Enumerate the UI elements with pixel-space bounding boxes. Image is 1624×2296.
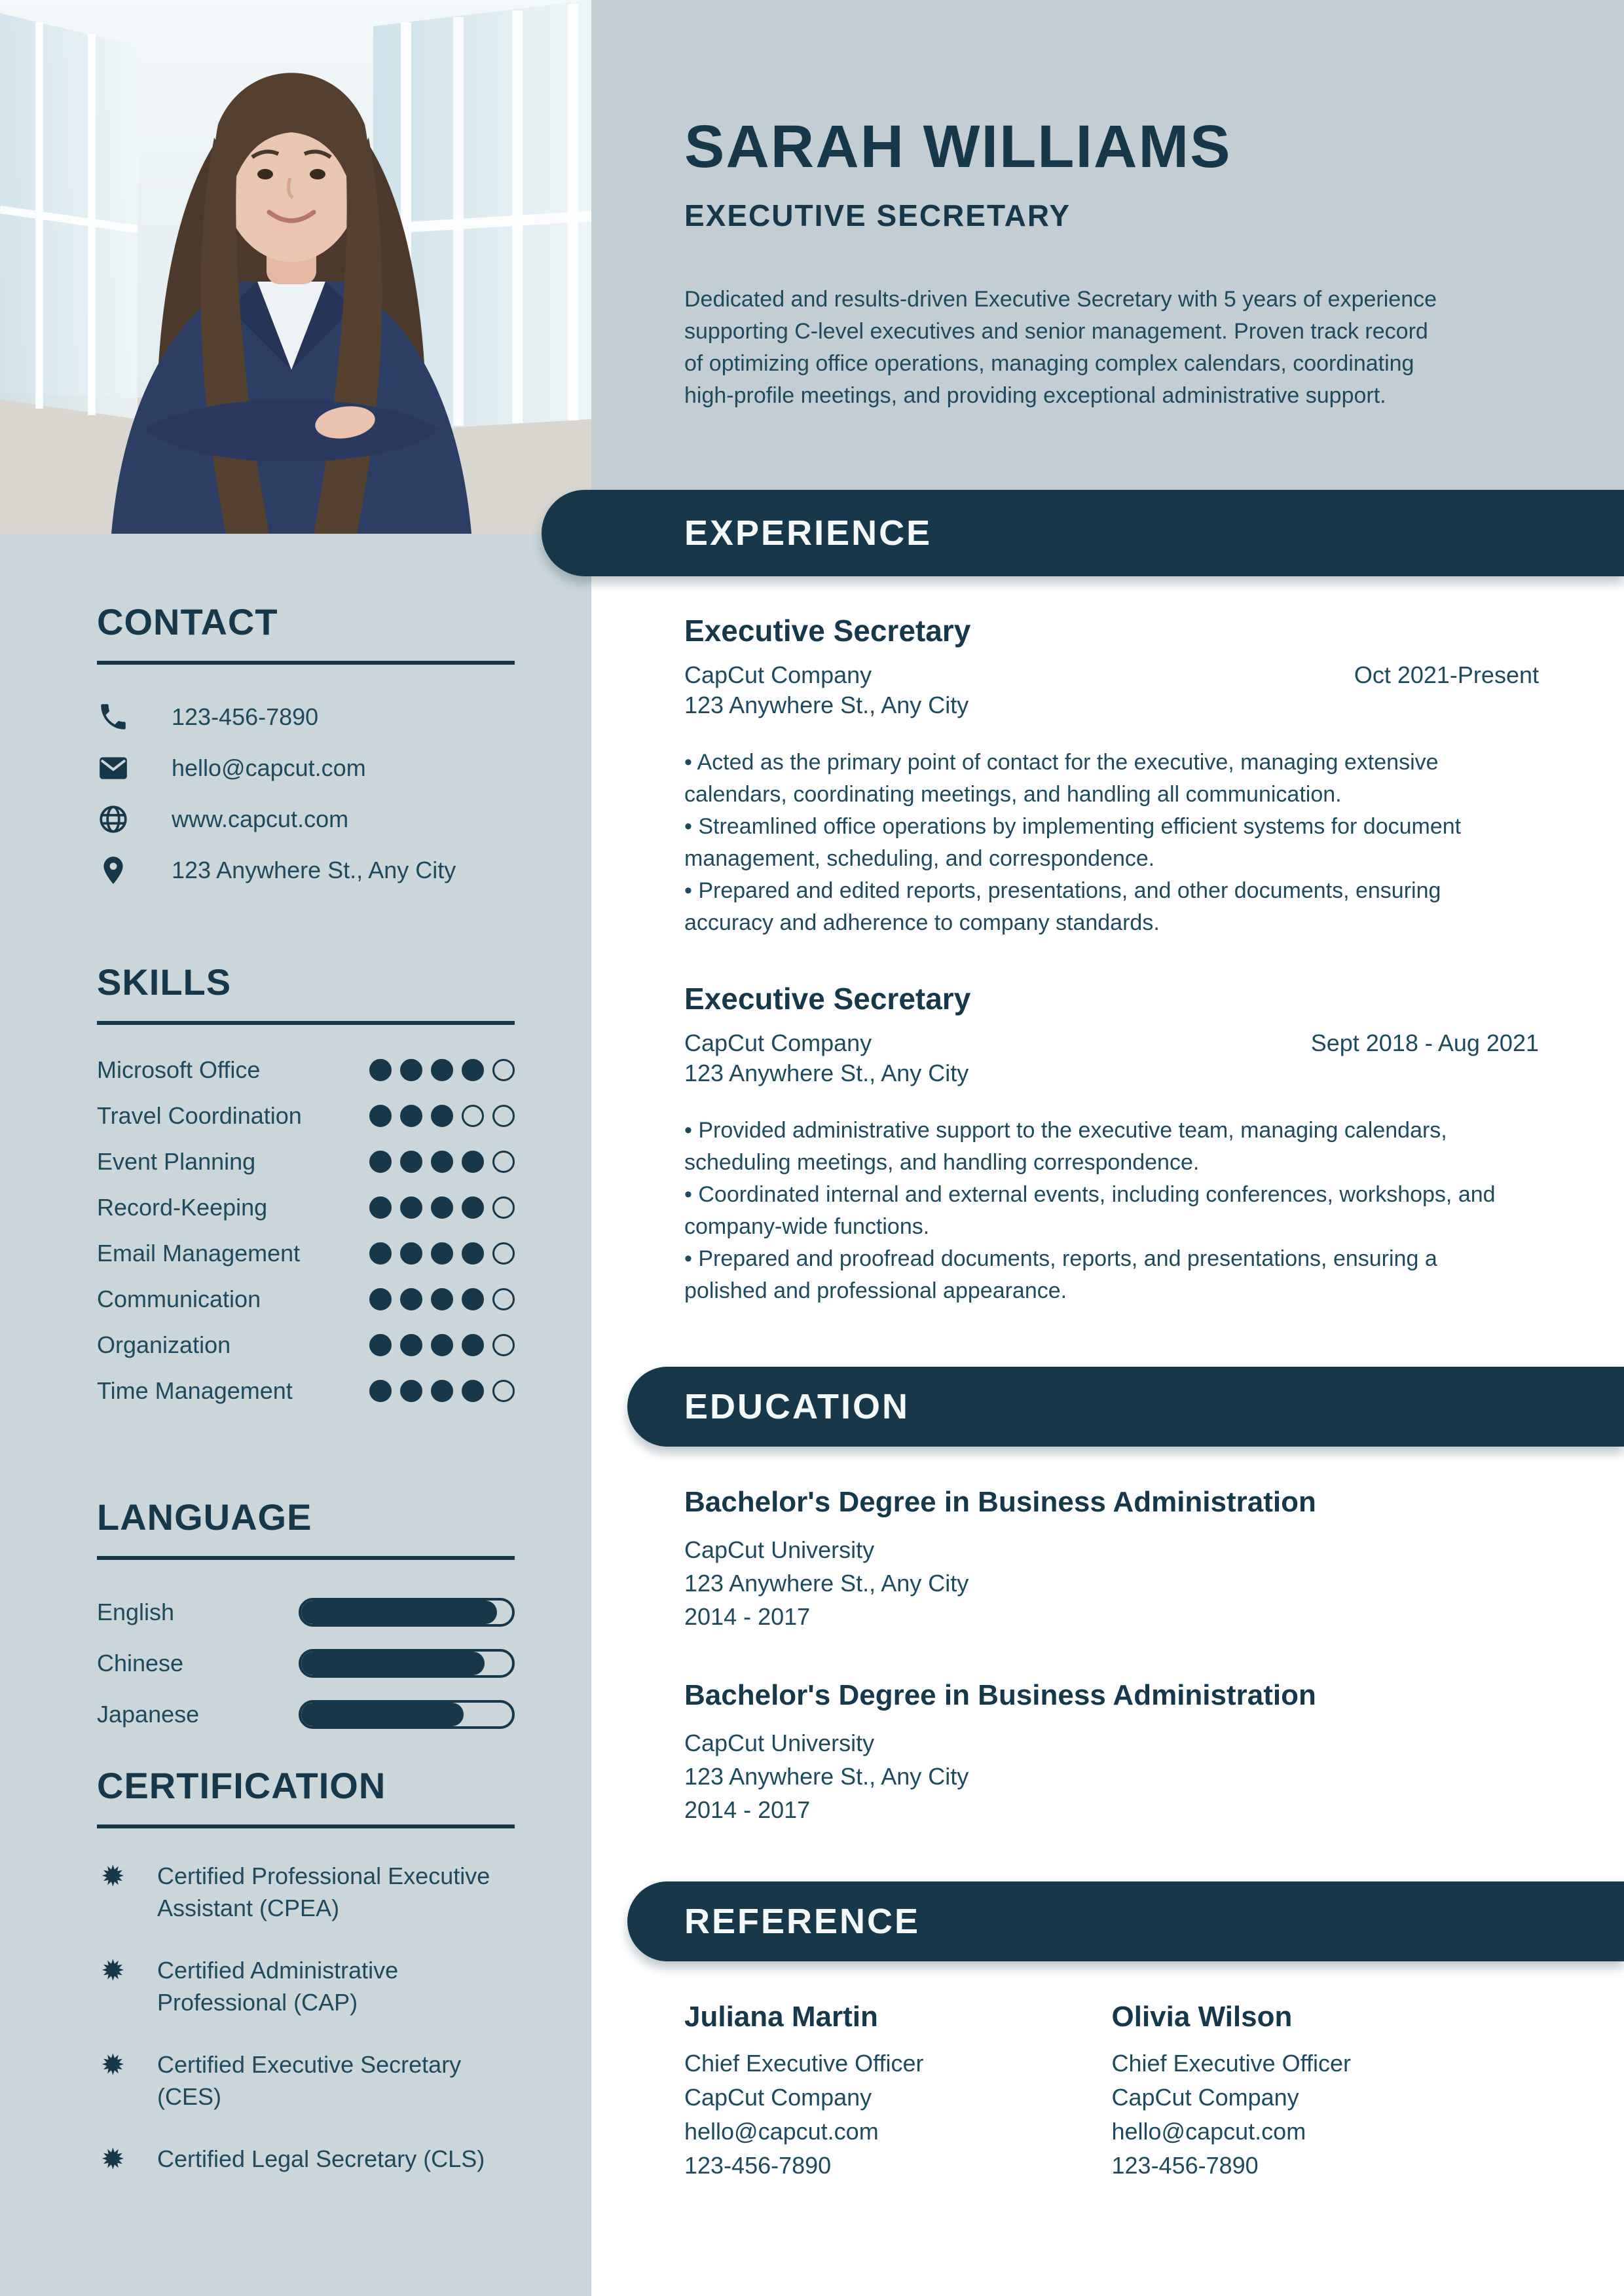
reference-person <box>684 2001 1073 2183</box>
skill-dot-filled <box>369 1288 392 1310</box>
language-bar <box>299 1598 515 1627</box>
language-item <box>97 1597 515 1628</box>
skill-dot-filled <box>400 1242 422 1265</box>
contact-text: 123-456-7890 <box>172 703 319 730</box>
job-bullet: • Coordinated internal and external events, including conferences, workshops, and company-wide functions. <box>684 1182 1496 1239</box>
education-years: 2014 - 2017 <box>684 1603 811 1630</box>
skill-item <box>97 1139 515 1185</box>
education-location: 123 Anywhere St., Any City <box>684 1570 969 1597</box>
contact-text: 123 Anywhere St., Any City <box>172 857 456 883</box>
job-company: CapCut Company <box>684 1029 872 1056</box>
badge-icon: ✹ <box>101 1861 125 1893</box>
contact-item <box>97 801 515 838</box>
language-bar-fill <box>301 1703 464 1726</box>
job-location: 123 Anywhere St., Any City <box>684 1060 969 1086</box>
contact-text: www.capcut.com <box>172 805 349 832</box>
education-section <box>591 1486 1624 1826</box>
skill-level-dots <box>369 1151 515 1173</box>
reference-name: Olivia Wilson <box>1111 2001 1293 2033</box>
reference-details <box>684 2046 1073 2183</box>
experience-heading: EXPERIENCE <box>684 513 932 553</box>
language-bar <box>299 1649 515 1678</box>
reference-banner <box>627 1881 1624 1961</box>
skill-level-dots <box>369 1105 515 1127</box>
reference-email: hello@capcut.com <box>684 2118 879 2145</box>
globe-icon <box>97 803 130 836</box>
skill-dot-empty <box>492 1196 515 1219</box>
skill-level-dots <box>369 1288 515 1310</box>
skill-item <box>97 1276 515 1322</box>
reference-section <box>591 2001 1624 2183</box>
profile-photo-illustration <box>0 0 591 534</box>
main-column <box>591 0 1624 2296</box>
skill-item <box>97 1185 515 1231</box>
job-bullet: • Prepared and edited reports, presentations, and other documents, ensuring accuracy and adherence to company standards. <box>684 878 1441 935</box>
job-location: 123 Anywhere St., Any City <box>684 692 969 718</box>
skill-dot-filled <box>400 1196 422 1219</box>
contact-list <box>97 699 515 889</box>
job-bullets <box>684 1115 1496 1307</box>
skill-label: Email Management <box>97 1240 301 1267</box>
skill-item <box>97 1322 515 1368</box>
skill-dot-filled <box>431 1242 453 1265</box>
certification-item <box>97 1954 515 2018</box>
skill-label: Travel Coordination <box>97 1102 302 1129</box>
certification-heading: CERTIFICATION <box>97 1765 386 1806</box>
language-label: Chinese <box>97 1650 184 1676</box>
skill-dot-empty <box>492 1242 515 1265</box>
reference-heading: REFERENCE <box>684 1902 921 1941</box>
skill-level-dots <box>369 1242 515 1265</box>
skill-dot-filled <box>369 1334 392 1356</box>
skill-dot-filled <box>462 1059 484 1081</box>
sidebar <box>0 0 591 2296</box>
education-banner <box>627 1367 1624 1447</box>
contact-divider <box>97 661 515 665</box>
job-bullet: • Acted as the primary point of contact for the executive, managing extensive calendars, coordinating meetings, and handling all communication. <box>684 750 1439 807</box>
skill-dot-filled <box>400 1334 422 1356</box>
contact-heading: CONTACT <box>97 601 278 642</box>
education-entries <box>684 1486 1539 1826</box>
skill-label: Time Management <box>97 1377 293 1404</box>
skills-heading: SKILLS <box>97 961 232 1003</box>
education-entry <box>684 1679 1539 1826</box>
language-divider <box>97 1556 515 1560</box>
skill-dot-filled <box>431 1334 453 1356</box>
skill-dot-filled <box>462 1196 484 1219</box>
badge-icon: ✹ <box>101 2049 125 2081</box>
certification-item <box>97 2143 515 2177</box>
skill-label: Record-Keeping <box>97 1194 268 1221</box>
job-entry <box>684 613 1539 939</box>
skills-section <box>97 962 515 1414</box>
skill-dot-filled <box>369 1380 392 1402</box>
skill-dot-filled <box>462 1380 484 1402</box>
phone-icon <box>97 701 130 733</box>
certification-text: Certified Executive Secretary (CES) <box>157 2051 462 2110</box>
header <box>591 0 1624 576</box>
job-bullet: • Streamlined office operations by implementing efficient systems for document management, scheduling, and correspondence. <box>684 814 1462 871</box>
certification-section <box>97 1766 515 2177</box>
reference-phone: 123-456-7890 <box>684 2152 832 2179</box>
certification-text: Certified Administrative Professional (CAP) <box>157 1957 399 2016</box>
reference-name: Juliana Martin <box>684 2001 878 2033</box>
skill-label: Microsoft Office <box>97 1056 261 1083</box>
contact-section <box>97 602 515 889</box>
skill-dot-filled <box>431 1059 453 1081</box>
language-item <box>97 1648 515 1679</box>
person-title: EXECUTIVE SECRETARY <box>684 198 1071 232</box>
person-name: SARAH WILLIAMS <box>684 113 1232 180</box>
skill-dot-filled <box>400 1151 422 1173</box>
job-dates: Sept 2018 - Aug 2021 <box>1310 1029 1539 1056</box>
language-heading: LANGUAGE <box>97 1496 312 1538</box>
skill-dot-filled <box>400 1105 422 1127</box>
skill-dot-filled <box>400 1288 422 1310</box>
skill-dot-filled <box>400 1059 422 1081</box>
education-school: CapCut University <box>684 1536 875 1563</box>
contact-item <box>97 852 515 889</box>
skill-dot-filled <box>369 1105 392 1127</box>
badge-icon: ✹ <box>101 1955 125 1987</box>
reference-role: Chief Executive Officer <box>684 2050 924 2077</box>
language-section <box>97 1497 515 1730</box>
skill-dot-empty <box>492 1380 515 1402</box>
education-details <box>684 1533 1539 1633</box>
reference-details <box>1112 2046 1500 2183</box>
contact-item <box>97 750 515 787</box>
skill-dot-empty <box>492 1059 515 1081</box>
skill-dot-filled <box>431 1196 453 1219</box>
reference-people <box>684 2001 1539 2183</box>
reference-company: CapCut Company <box>1111 2084 1299 2111</box>
skill-item <box>97 1047 515 1093</box>
skill-item <box>97 1093 515 1139</box>
job-entry <box>684 981 1539 1307</box>
language-bar <box>299 1700 515 1729</box>
skill-level-dots <box>369 1196 515 1219</box>
certification-text: Certified Professional Executive Assistant (CPEA) <box>157 1862 490 1921</box>
language-bar-fill <box>301 1652 485 1675</box>
skill-dot-filled <box>462 1334 484 1356</box>
certification-divider <box>97 1824 515 1828</box>
summary-text: Dedicated and results-driven Executive Secretary with 5 years of experience supporting C-level executives and senior management. Proven track record of optimizing office operations, managing complex calendars, coordinating high-profile meetings, and providing exceptional administrative support. <box>684 286 1437 408</box>
skill-dot-filled <box>369 1242 392 1265</box>
job-company: CapCut Company <box>684 661 872 688</box>
certification-item <box>97 2048 515 2113</box>
job-bullets <box>684 747 1496 939</box>
skill-dot-filled <box>431 1151 453 1173</box>
skill-dot-filled <box>369 1196 392 1219</box>
education-location: 123 Anywhere St., Any City <box>684 1763 969 1790</box>
skill-level-dots <box>369 1059 515 1081</box>
reference-role: Chief Executive Officer <box>1111 2050 1351 2077</box>
skill-dot-filled <box>462 1288 484 1310</box>
skill-dot-filled <box>462 1151 484 1173</box>
job-title: Executive Secretary <box>684 982 971 1016</box>
reference-company: CapCut Company <box>684 2084 872 2111</box>
job-meta-row <box>684 660 1539 690</box>
experience-section <box>591 613 1624 1307</box>
skill-label: Organization <box>97 1331 231 1358</box>
certification-list <box>97 1860 515 2177</box>
skill-dot-empty <box>492 1151 515 1173</box>
language-label: Japanese <box>97 1701 200 1728</box>
education-details <box>684 1726 1539 1826</box>
job-bullet: • Provided administrative support to the executive team, managing calendars, scheduling meetings, and handling correspondence. <box>684 1118 1447 1175</box>
contact-item <box>97 699 515 735</box>
job-dates: Oct 2021-Present <box>1354 661 1539 688</box>
language-label: English <box>97 1599 175 1625</box>
reference-email: hello@capcut.com <box>1111 2118 1306 2145</box>
skill-dot-empty <box>492 1288 515 1310</box>
skill-dot-filled <box>431 1105 453 1127</box>
contact-text: hello@capcut.com <box>172 754 366 781</box>
job-title: Executive Secretary <box>684 614 971 648</box>
reference-person <box>1112 2001 1500 2183</box>
skill-dot-filled <box>369 1151 392 1173</box>
education-degree: Bachelor's Degree in Business Administration <box>684 1486 1316 1518</box>
language-item <box>97 1699 515 1730</box>
job-meta-row <box>684 1028 1539 1058</box>
skill-dot-filled <box>369 1059 392 1081</box>
skills-list <box>97 1047 515 1414</box>
skill-item <box>97 1368 515 1414</box>
job-bullet: • Prepared and proofread documents, reports, and presentations, ensuring a polished and professional appearance. <box>684 1246 1437 1303</box>
skill-item <box>97 1231 515 1276</box>
reference-phone: 123-456-7890 <box>1111 2152 1259 2179</box>
certification-item <box>97 1860 515 1924</box>
skill-dot-filled <box>431 1380 453 1402</box>
education-school: CapCut University <box>684 1730 875 1756</box>
experience-jobs <box>684 613 1539 1307</box>
education-entry <box>684 1486 1539 1633</box>
skill-dot-empty <box>492 1105 515 1127</box>
skill-dot-filled <box>462 1242 484 1265</box>
skill-level-dots <box>369 1380 515 1402</box>
location-icon <box>97 854 130 887</box>
language-bar-fill <box>301 1601 497 1624</box>
education-heading: EDUCATION <box>684 1387 910 1426</box>
skill-level-dots <box>369 1334 515 1356</box>
skill-dot-empty <box>462 1105 484 1127</box>
certification-text: Certified Legal Secretary (CLS) <box>157 2145 485 2172</box>
skill-dot-filled <box>431 1288 453 1310</box>
education-years: 2014 - 2017 <box>684 1796 811 1823</box>
skill-label: Event Planning <box>97 1148 256 1175</box>
profile-photo <box>0 0 591 534</box>
sidebar-content <box>97 534 515 2207</box>
language-list <box>97 1597 515 1730</box>
skills-divider <box>97 1021 515 1025</box>
skill-dot-empty <box>492 1334 515 1356</box>
skill-dot-filled <box>400 1380 422 1402</box>
education-degree: Bachelor's Degree in Business Administration <box>684 1679 1316 1711</box>
badge-icon: ✹ <box>101 2143 125 2176</box>
email-icon <box>97 752 130 785</box>
experience-banner <box>542 490 1624 576</box>
skill-label: Communication <box>97 1286 261 1312</box>
